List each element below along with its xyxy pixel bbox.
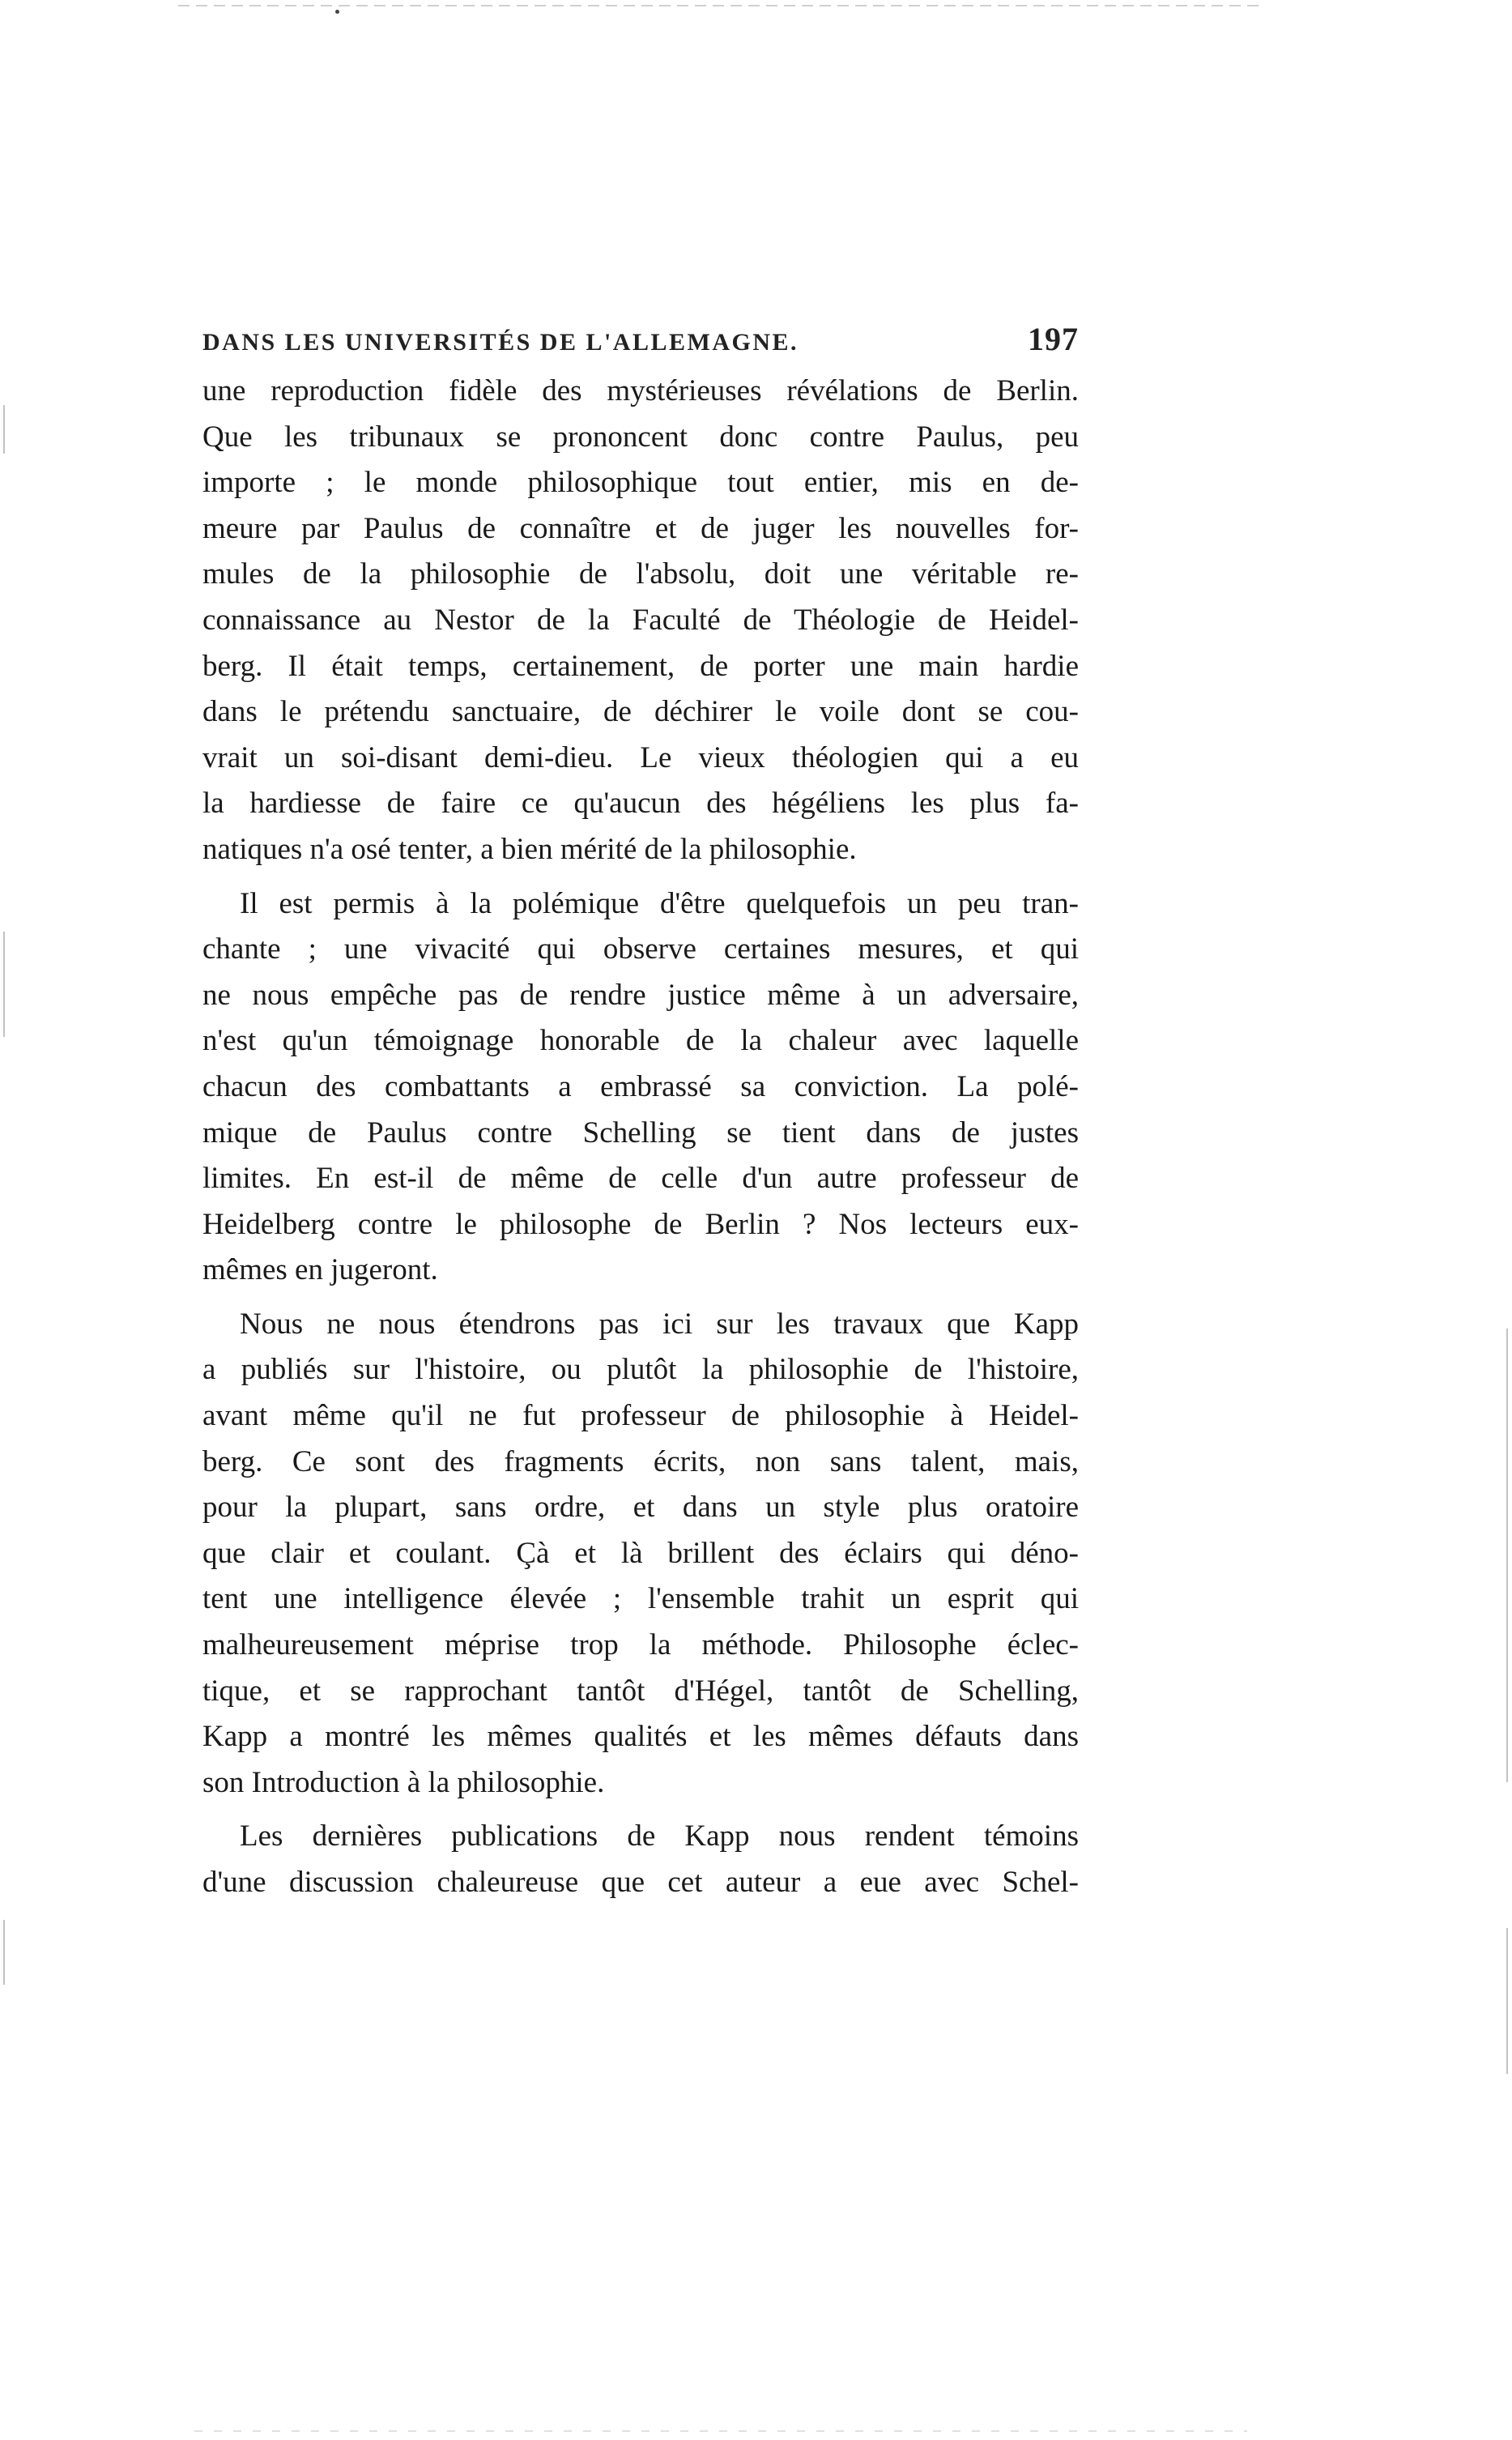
text-line: importe ; le monde philosophique tout entier, mis en de-: [202, 466, 1079, 500]
text-line: dans le prétendu sanctuaire, de déchirer le voile dont se cou-: [202, 695, 1079, 729]
text-line: connaissance au Nestor de la Faculté de Théologie de Heidel-: [202, 603, 1079, 637]
text-line: natiques n'a osé tenter, a bien mérité de la philosophie.: [202, 832, 857, 866]
text-line: avant même qu'il ne fut professeur de philosophie à Heidel-: [202, 1399, 1079, 1433]
text-line: chante ; une vivacité qui observe certaines mesures, et qui: [202, 932, 1079, 966]
text-line: pour la plupart, sans ordre, et dans un style plus oratoire: [202, 1491, 1079, 1525]
text-line: Les dernières publications de Kapp nous rendent témoins: [240, 1819, 1079, 1853]
paragraph-gap: [202, 1294, 1079, 1302]
text-line: Heidelberg contre le philosophe de Berlin ? Nos lecteurs eux-: [202, 1207, 1079, 1241]
text-line: vrait un soi-disant demi-dieu. Le vieux théologien qui a eu: [202, 740, 1079, 774]
text-line: Que les tribunaux se prononcent donc contre Paulus, peu: [202, 420, 1079, 454]
text-line: Nous ne nous étendrons pas ici sur les travaux que Kapp: [240, 1307, 1079, 1341]
running-head-title: DANS LES UNIVERSITÉS DE L'ALLEMAGNE.: [202, 329, 799, 356]
text-line: que clair et coulant. Çà et là brillent des éclairs qui déno-: [202, 1536, 1079, 1570]
text-line: d'une discussion chaleureuse que cet auteur a eue avec Schel-: [202, 1866, 1079, 1899]
body-text: [202, 369, 1079, 1906]
text-line: mique de Paulus contre Schelling se tient dans de justes: [202, 1115, 1079, 1150]
text-line: ne nous empêche pas de rendre justice même à un adversaire,: [202, 978, 1079, 1012]
paragraph: [202, 881, 1079, 1294]
text-line: tique, et se rapprochant tantôt d'Hégel, tantôt de Schelling,: [202, 1674, 1079, 1708]
text-line: une reproduction fidèle des mystérieuses révélations de Berlin.: [202, 374, 1079, 407]
scan-speck: [335, 10, 339, 14]
scan-edge-mark: [1506, 1928, 1508, 2074]
scan-artifact-bottom: [194, 2430, 1247, 2432]
text-line: mêmes en jugeront.: [202, 1253, 438, 1287]
text-block: [202, 320, 1079, 1906]
text-line: Il est permis à la polémique d'être quelquefois un peu tran-: [240, 886, 1079, 920]
paragraph: [202, 369, 1079, 873]
text-line: meure par Paulus de connaître et de juger les nouvelles for-: [202, 511, 1079, 545]
text-line: berg. Il était temps, certainement, de porter une main hardie: [202, 649, 1079, 683]
text-line: son Introduction à la philosophie.: [202, 1765, 605, 1799]
scan-artifact-top: [178, 5, 1263, 6]
text-line: berg. Ce sont des fragments écrits, non sans talent, mais,: [202, 1444, 1079, 1478]
scan-edge-mark: [1506, 1329, 1508, 1782]
paragraph-gap: [202, 873, 1079, 881]
text-line: Kapp a montré les mêmes qualités et les mêmes défauts dans: [202, 1720, 1079, 1754]
text-line: a publiés sur l'histoire, ou plutôt la philosophie de l'histoire,: [202, 1353, 1079, 1387]
paragraph-gap: [202, 1806, 1079, 1814]
paragraph: [202, 1814, 1079, 1905]
text-line: malheureusement méprise trop la méthode. Philosophe éclec-: [202, 1628, 1079, 1662]
page-number: 197: [1028, 321, 1079, 357]
scan-edge-mark: [3, 932, 5, 1037]
text-line: n'est qu'un témoignage honorable de la chaleur avec laquelle: [202, 1024, 1079, 1058]
text-line: la hardiesse de faire ce qu'aucun des hégéliens les plus fa-: [202, 787, 1079, 821]
text-line: mules de la philosophie de l'absolu, doit une véritable re-: [202, 557, 1079, 591]
text-line: limites. En est-il de même de celle d'un autre professeur de: [202, 1162, 1079, 1196]
paragraph: [202, 1302, 1079, 1807]
scan-edge-mark: [3, 405, 5, 454]
scan-edge-mark: [3, 1920, 5, 1985]
text-line: tent une intelligence élevée ; l'ensemble trahit un esprit qui: [202, 1582, 1079, 1616]
running-head: [202, 320, 1079, 369]
text-line: chacun des combattants a embrassé sa conviction. La polé-: [202, 1069, 1079, 1103]
